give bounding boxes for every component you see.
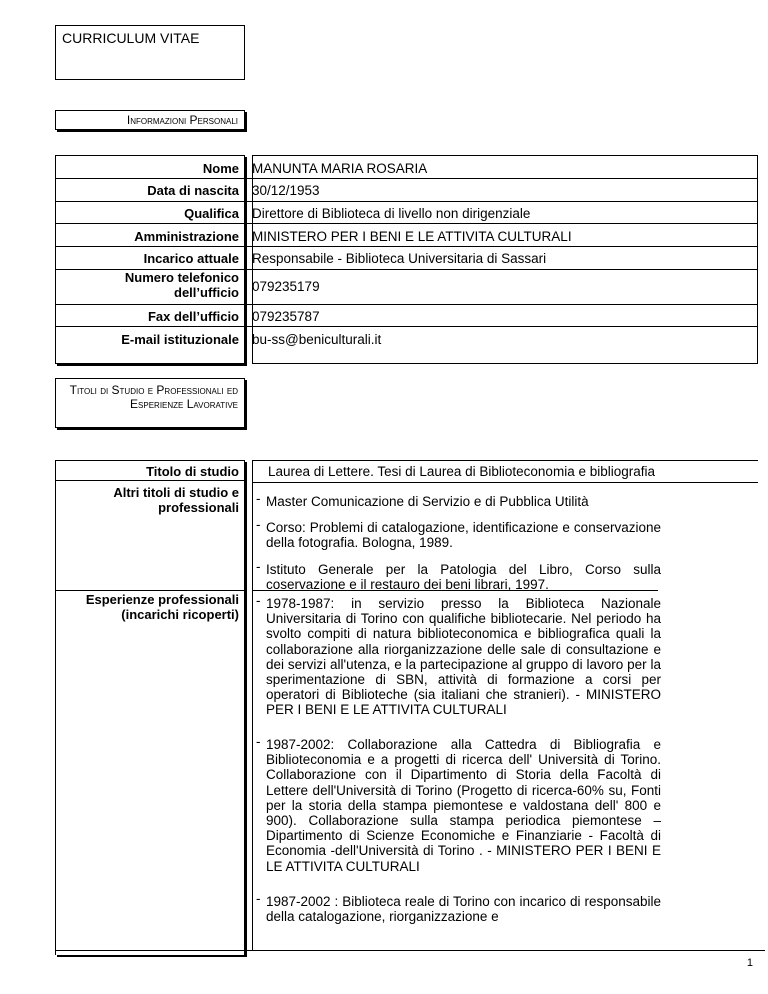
list-bullet-dash: - xyxy=(256,559,261,574)
list-item-text: Corso: Problemi di catalogazione, identificazione e conservazione della fotografia. Bologna, 1989. xyxy=(266,520,661,551)
row-divider xyxy=(55,178,758,179)
row-divider xyxy=(55,590,245,591)
row-divider xyxy=(55,326,758,327)
row-divider xyxy=(55,304,758,305)
row-divider xyxy=(252,482,758,483)
page-number: 1 xyxy=(746,957,753,969)
altri-titoli-label: Altri titoli di studio e professionali xyxy=(113,485,239,515)
list-bullet-dash: - xyxy=(256,894,261,906)
list-item-text: Master Comunicazione di Servizio e di Pubblica Utilità xyxy=(266,494,589,509)
list-item xyxy=(256,559,661,593)
field-label: Fax dell’ufficio xyxy=(147,309,239,324)
list-item-text: 1987-2002 : Biblioteca reale di Torino con incarico di responsabile della catalogazione, riorganizzazione e xyxy=(266,894,661,925)
field-label: Amministrazione xyxy=(134,229,239,244)
list-bullet-dash: - xyxy=(256,517,261,532)
field-label: Data di nascita xyxy=(147,183,239,198)
row-divider xyxy=(55,223,758,224)
field-value: 079235787 xyxy=(252,309,320,324)
footer-rule xyxy=(55,950,765,951)
field-value: 079235179 xyxy=(252,279,320,294)
list-item-text: 1987-2002: Collaborazione alla Cattedra di Bibliografia e Biblioteconomia e a progetti di ricerca dell' Università di Torino. Collaborazione con il Dipartimento di Storia della Facoltà di Lettere dell'Università di Torino (Progetto di ricerca-60% su, Fonti per la storia della stampa piemontese e valdostana dell' 800 e 900). Collaborazione sulla stampa periodica piemontese – Dipartimento di Scienze Economiche e Finanziarie - Facoltà di Economia -dell'Università di Torino . - MINISTERO PER I BENI E LE ATTIVITA CULTURALI xyxy=(266,737,661,874)
list-item xyxy=(256,593,661,718)
list-bullet-dash: - xyxy=(256,593,261,608)
field-value: MINISTERO PER I BENI E LE ATTIVITA CULTURALI xyxy=(252,229,572,244)
field-value: 30/12/1953 xyxy=(252,183,320,198)
field-value: Responsabile - Biblioteca Universitaria di Sassari xyxy=(252,251,547,266)
section-studies-heading: Titoli di Studio e Professionali ed Esperienze Lavorative xyxy=(55,378,245,428)
field-label: Incarico attuale xyxy=(143,251,239,266)
row-divider xyxy=(55,480,245,481)
list-item-text: Istituto Generale per la Patologia del Libro, Corso sulla coservazione e il restauro dei beni librari, 1997. xyxy=(266,562,661,593)
titolo-label: Titolo di studio xyxy=(146,464,239,479)
row-divider xyxy=(55,246,758,247)
field-label: E-mail istituzionale xyxy=(121,332,239,347)
studies-label-column xyxy=(55,460,245,955)
row-divider xyxy=(252,155,758,156)
list-item xyxy=(256,734,661,874)
row-divider xyxy=(252,363,758,364)
titolo-value: Laurea di Lettere. Tesi di Laurea di Biblioteconomia e bibliografia xyxy=(268,464,655,479)
field-value: MANUNTA MARIA ROSARIA xyxy=(252,161,428,176)
list-item xyxy=(256,491,661,509)
cv-title: CURRICULUM VITAE xyxy=(62,30,200,46)
esperienze-label: Esperienze professionali (incarichi ricoperti) xyxy=(85,592,239,622)
field-value: Direttore di Biblioteca di livello non dirigenziale xyxy=(252,206,531,221)
row-divider xyxy=(252,460,758,461)
list-bullet-dash: - xyxy=(256,734,261,749)
list-item-text: 1978-1987: in servizio presso la Biblioteca Nazionale Universitaria di Torino con qualifiche bibliotecarie. Nel periodo ha svolto compiti di natura biblioteconomica e bibliografica quali la collaborazione alla riorganizzazione delle sale di consultazione e dei servizi all'utenza, e la partecipazione al gruppo di lavoro per la sperimentazione di SBN, attività di formazione a corsi per operatori di Biblioteche (sia italiani che stranieri). - MINISTERO PER I BENI E LE ATTIVITA CULTURALI xyxy=(266,596,661,718)
cv-title-box xyxy=(55,25,245,80)
list-item xyxy=(256,894,661,940)
list-item xyxy=(256,517,661,551)
field-label: Nome xyxy=(202,161,239,176)
field-value: bu-ss@beniculturali.it xyxy=(252,332,382,347)
field-label: Numero telefonico dell’ufficio xyxy=(124,270,239,300)
list-bullet-dash: - xyxy=(256,491,261,506)
field-label: Qualifica xyxy=(184,206,239,221)
value-column-left-border xyxy=(252,460,253,950)
row-divider xyxy=(55,201,758,202)
section-personal-heading: Informazioni Personali xyxy=(55,110,245,130)
